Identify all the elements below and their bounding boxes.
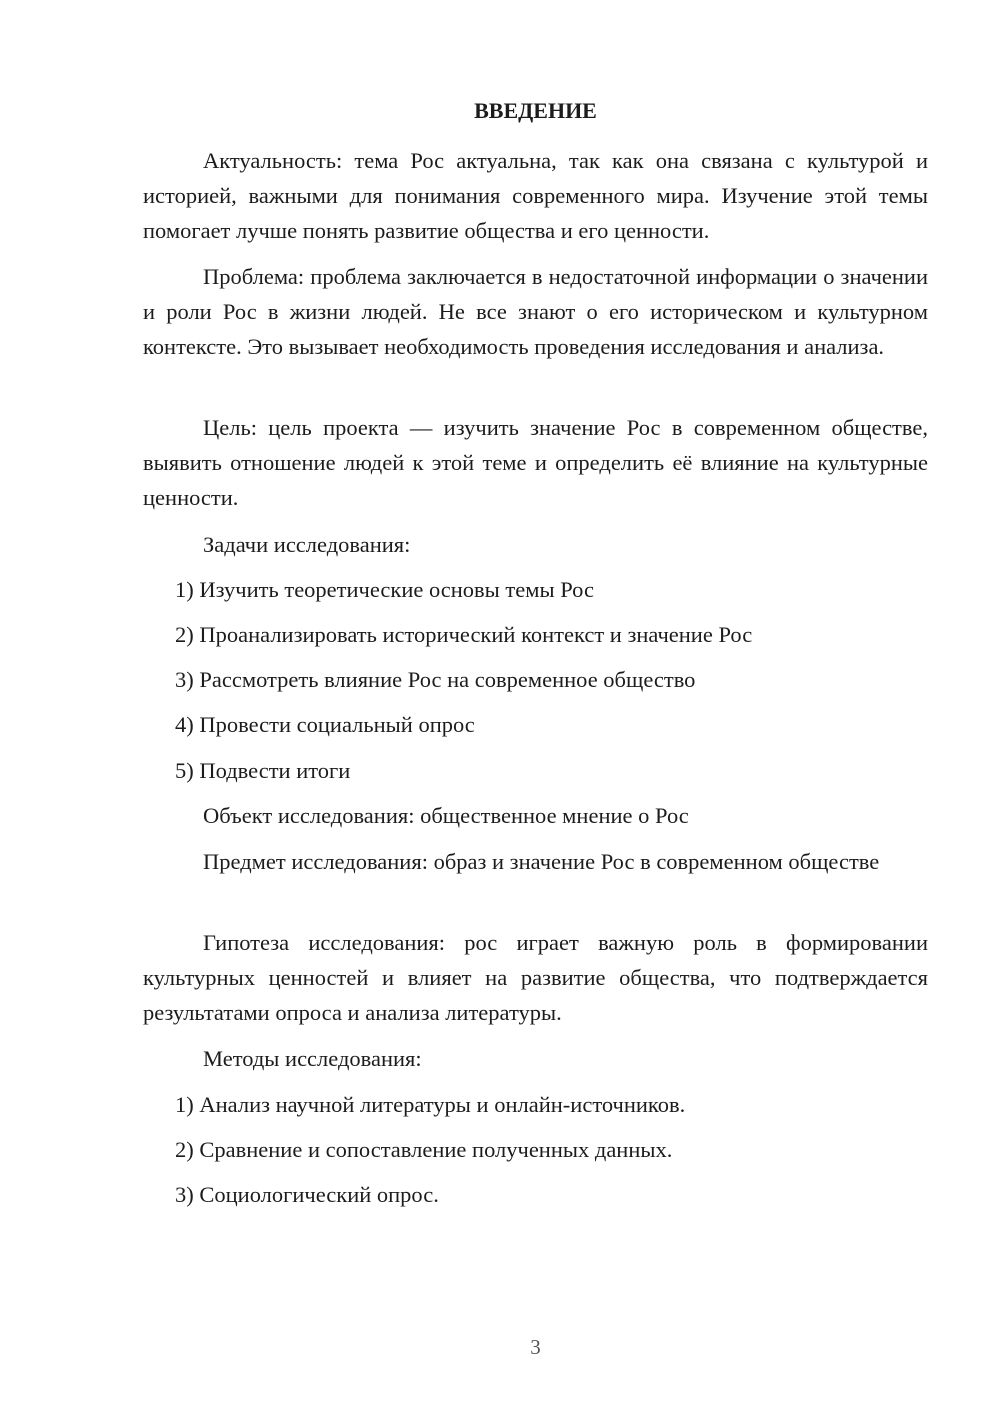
tasks-heading: Задачи исследования: bbox=[203, 532, 411, 557]
problem-paragraph: Проблема: проблема заключается в недостаточной информации о значении и роли Рос в жизни людей. Не все знают о его историческом и культурном контексте. Это вызывает необходимость проведения исследования и анализа. bbox=[143, 264, 928, 359]
method-item: 1) Анализ научной литературы и онлайн-источников. bbox=[175, 1092, 686, 1117]
hypothesis-paragraph: Гипотеза исследования: рос играет важную роль в формировании культурных ценностей и влияет на развитие общества, что подтверждается результатами опроса и анализа литературы. bbox=[143, 930, 928, 1025]
task-item: 3) Рассмотреть влияние Рос на современное общество bbox=[175, 667, 696, 692]
goal-paragraph: Цель: цель проекта — изучить значение Рос в современном обществе, выявить отношение людей к этой теме и определить её влияние на культурные ценности. bbox=[143, 415, 928, 510]
relevance-paragraph: Актуальность: тема Рос актуальна, так как она связана с культурой и историей, важными для понимания современного мира. Изучение этой темы помогает лучше понять развитие общества и его ценности. bbox=[143, 148, 928, 243]
task-item: 4) Провести социальный опрос bbox=[175, 712, 475, 737]
object-paragraph: Объект исследования: общественное мнение о Рос bbox=[203, 803, 689, 828]
page-number: 3 bbox=[530, 1335, 541, 1359]
subject-paragraph: Предмет исследования: образ и значение Рос в современном обществе bbox=[203, 849, 880, 874]
method-item: 3) Социологический опрос. bbox=[175, 1182, 439, 1207]
task-item: 2) Проанализировать исторический контекст и значение Рос bbox=[175, 622, 753, 647]
page-title: ВВЕДЕНИЕ bbox=[474, 98, 597, 123]
task-item: 5) Подвести итоги bbox=[175, 758, 351, 783]
method-item: 2) Сравнение и сопоставление полученных данных. bbox=[175, 1137, 673, 1162]
methods-heading: Методы исследования: bbox=[203, 1046, 422, 1071]
task-item: 1) Изучить теоретические основы темы Рос bbox=[175, 577, 594, 602]
